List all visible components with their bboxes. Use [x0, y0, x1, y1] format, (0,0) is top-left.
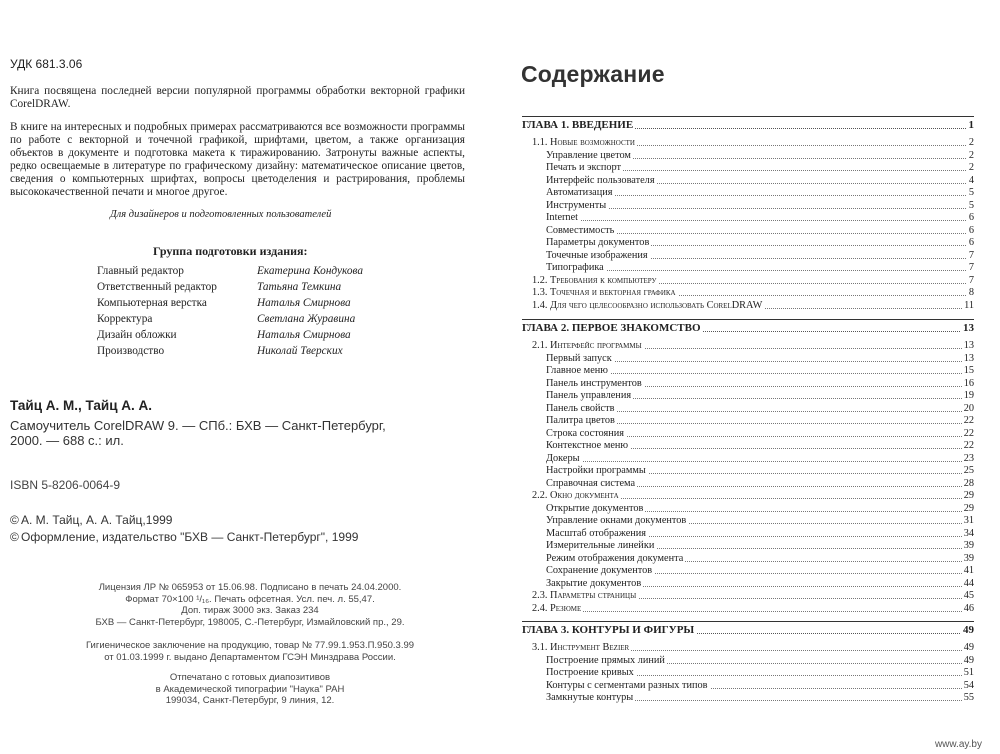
- entry-page-number: 2: [968, 137, 974, 148]
- entry-title: 2.4. Резюме: [532, 602, 582, 614]
- entry-page-number: 5: [968, 187, 974, 198]
- entry-page-number: 15: [963, 365, 974, 376]
- staff-name: Татьяна Темкина: [257, 281, 342, 293]
- subsection-entry[interactable]: [522, 503, 974, 516]
- entry-page-number: 11: [964, 299, 974, 311]
- entry-title: Контуры с сегментами разных типов: [546, 679, 708, 691]
- entry-title: Построение кривых: [546, 667, 634, 678]
- entry-title: Панель инструментов: [546, 377, 642, 389]
- contents-title: Содержание: [521, 61, 665, 87]
- entry-page-number: 39: [963, 552, 974, 564]
- entry-title: Сохранение документов: [546, 565, 653, 576]
- chapter-heading[interactable]: [522, 624, 974, 640]
- editorial-staff-list: [97, 265, 397, 361]
- entry-title: 2.3. Параметры страницы: [532, 590, 637, 601]
- entry-title: Internet: [546, 212, 579, 223]
- entry-title: Печать и экспорт: [546, 162, 621, 173]
- entry-title: Палитра цветов: [546, 415, 615, 426]
- section-entry[interactable]: [522, 590, 974, 603]
- entry-page-number: 55: [963, 692, 974, 703]
- chapter-title: ГЛАВА 1. ВВЕДЕНИЕ: [522, 119, 634, 131]
- udk-code: УДК 681.3.06: [10, 57, 83, 71]
- staff-role: Корректура: [97, 313, 153, 325]
- entry-title: 1.2. Требования к компьютеру: [532, 274, 657, 286]
- entry-title: Справочная система: [546, 477, 636, 489]
- imprint-hygiene: Гигиеническое заключение на продукцию, товар № 77.99.1.953.П.950.3.99 от 01.03.1999 г. выдано Департаментом ГСЭН Минздрава России.: [85, 640, 415, 663]
- entry-title: Управление окнами документов: [546, 515, 687, 526]
- subsection-entry[interactable]: [522, 428, 974, 441]
- subsection-entry[interactable]: [522, 465, 974, 478]
- entry-title: 1.1. Новые возможности: [532, 137, 635, 148]
- subsection-entry[interactable]: [522, 225, 974, 238]
- entry-page-number: 41: [963, 565, 974, 576]
- entry-page-number: 5: [968, 199, 974, 211]
- leader-dots: [532, 611, 974, 612]
- subsection-entry[interactable]: [522, 540, 974, 553]
- section-entry[interactable]: [522, 287, 974, 300]
- leader-dots: [546, 461, 974, 462]
- chapter-title: ГЛАВА 3. КОНТУРЫ И ФИГУРЫ: [522, 624, 695, 636]
- subsection-entry[interactable]: [522, 353, 974, 366]
- leader-dots: [546, 373, 974, 374]
- entry-page-number: 6: [968, 237, 974, 248]
- staff-name: Светлана Журавина: [257, 313, 356, 325]
- entry-page-number: 51: [963, 667, 974, 678]
- subsection-entry[interactable]: [522, 565, 974, 578]
- book-citation: Самоучитель CorelDRAW 9. — СПб.: БХВ — Санкт-Петербург, 2000. — 688 с.: ил.: [10, 418, 386, 448]
- staff-name: Наталья Смирнова: [257, 297, 351, 309]
- entry-page-number: 28: [963, 477, 974, 489]
- entry-title: 1.4. Для чего целесообразно использовать CorelDRAW: [532, 299, 763, 311]
- chapter-rule: [522, 621, 974, 622]
- staff-name: Николай Тверских: [257, 345, 343, 357]
- copyright-line: © Оформление, издательство "БХВ — Санкт-Петербург", 1999: [10, 530, 359, 544]
- imprint-printer: Отпечатано с готовых диапозитивов в Академической типографии "Наука" РАН 199034, Санкт-Петербург, 9 линия, 12.: [155, 672, 345, 706]
- book-authors: Тайц А. М., Тайц А. А.: [10, 398, 153, 413]
- staff-role: Компьютерная верстка: [97, 297, 207, 309]
- entry-page-number: 2: [968, 149, 974, 161]
- entry-title: Замкнутые контуры: [546, 692, 634, 703]
- staff-role: Производство: [97, 345, 165, 357]
- entry-title: 3.1. Инструмент Bezier: [532, 642, 630, 653]
- entry-page-number: 44: [963, 577, 974, 589]
- entry-page-number: 22: [963, 415, 974, 426]
- staff-role: Главный редактор: [97, 265, 184, 277]
- subsection-entry[interactable]: [522, 692, 974, 705]
- entry-title: 2.2. Окно документа: [532, 490, 619, 501]
- entry-title: Открытие документов: [546, 502, 644, 514]
- staff-row: [97, 281, 397, 297]
- entry-page-number: 8: [968, 287, 974, 298]
- entry-page-number: 49: [963, 642, 974, 653]
- entry-title: Инструменты: [546, 199, 607, 211]
- entry-page-number: 2: [968, 162, 974, 173]
- entry-title: Управление цветом: [546, 149, 631, 161]
- entry-page-number: 4: [968, 174, 974, 186]
- entry-title: Строка состояния: [546, 427, 625, 439]
- subsection-entry[interactable]: [522, 528, 974, 541]
- entry-title: Параметры документов: [546, 237, 650, 248]
- entry-page-number: 25: [963, 465, 974, 476]
- entry-page-number: 23: [963, 452, 974, 464]
- entry-page-number: 6: [968, 224, 974, 236]
- subsection-entry[interactable]: [522, 415, 974, 428]
- entry-title: Контекстное меню: [546, 440, 629, 451]
- chapter-heading[interactable]: [522, 119, 974, 135]
- entry-title: Масштаб отображения: [546, 527, 647, 539]
- contents-page: [500, 0, 1000, 754]
- entry-page-number: 29: [963, 490, 974, 501]
- chapter-page-number: 13: [963, 322, 974, 334]
- subsection-entry[interactable]: [522, 162, 974, 175]
- imprint-license: Лицензия ЛР № 065953 от 15.06.98. Подписано в печать 24.04.2000. Формат 70×100 ¹/₁₆. Печать офсетная. Усл. печ. л. 55,47. Доп. тираж 3000 экз. Заказ 234 БХВ — Санкт-Петербург, 198005, С.-Петербург, Измайловский пр., 29.: [95, 582, 405, 628]
- entry-title: Интерфейс пользователя: [546, 174, 655, 186]
- subsection-entry[interactable]: [522, 378, 974, 391]
- staff-row: [97, 297, 397, 313]
- chapter-rule: [522, 319, 974, 320]
- subsection-entry[interactable]: [522, 390, 974, 403]
- subsection-entry[interactable]: [522, 250, 974, 263]
- staff-row: [97, 345, 397, 361]
- staff-row: [97, 265, 397, 281]
- entry-title: Панель управления: [546, 390, 632, 401]
- entry-title: Панель свойств: [546, 402, 615, 414]
- staff-row: [97, 329, 397, 345]
- subsection-entry[interactable]: [522, 440, 974, 453]
- entry-title: Построение прямых линий: [546, 654, 665, 666]
- entry-page-number: 29: [963, 502, 974, 514]
- annotation-paragraph: В книге на интересных и подробных примерах рассматриваются все возможности программы по работе с векторной и точечной графикой, шрифтами, цветом, а также организация объектов в документе и подготовка макета к тиражированию. Затронуты важные аспекты, редко освещаемые в литературе по графическому дизайну: математическое описание цветов, сведения о компьютерных шрифтах, вопросы цветоделения и растрирования, проблемы высококачественной печати и многое другое.: [10, 121, 465, 198]
- subsection-entry[interactable]: [522, 515, 974, 528]
- subsection-entry[interactable]: [522, 200, 974, 213]
- audience-tagline: Для дизайнеров и подготовленных пользователей: [110, 209, 332, 220]
- section-entry[interactable]: [522, 642, 974, 655]
- staff-role: Дизайн обложки: [97, 329, 177, 341]
- subsection-entry[interactable]: [522, 478, 974, 491]
- entry-page-number: 16: [963, 377, 974, 389]
- subsection-entry[interactable]: [522, 680, 974, 693]
- subsection-entry[interactable]: [522, 262, 974, 275]
- isbn: ISBN 5-8206-0064-9: [10, 478, 121, 492]
- section-entry[interactable]: [522, 603, 974, 616]
- entry-title: Измерительные линейки: [546, 540, 655, 551]
- entry-page-number: 19: [963, 390, 974, 401]
- entry-page-number: 20: [963, 402, 974, 414]
- editorial-group-title: Группа подготовки издания:: [153, 244, 308, 258]
- chapter-page-number: 1: [968, 119, 974, 131]
- entry-page-number: 39: [963, 540, 974, 551]
- subsection-entry[interactable]: [522, 187, 974, 200]
- section-entry[interactable]: [522, 490, 974, 503]
- entry-page-number: 45: [963, 590, 974, 601]
- entry-title: Докеры: [546, 452, 580, 464]
- subsection-entry[interactable]: [522, 212, 974, 225]
- entry-title: Закрытие документов: [546, 577, 642, 589]
- leader-dots: [546, 220, 974, 221]
- chapter-entries: [522, 137, 974, 312]
- chapter-entries: [522, 340, 974, 615]
- subsection-entry[interactable]: [522, 365, 974, 378]
- annotation-paragraph: Книга посвящена последней версии популярной программы обработки векторной графики CorelDRAW.: [10, 85, 465, 110]
- entry-page-number: 7: [968, 274, 974, 286]
- chapter-title: ГЛАВА 2. ПЕРВОЕ ЗНАКОМСТВО: [522, 322, 701, 334]
- entry-page-number: 54: [963, 679, 974, 691]
- section-entry[interactable]: [522, 340, 974, 353]
- entry-page-number: 7: [968, 249, 974, 261]
- chapter-heading[interactable]: [522, 322, 974, 338]
- entry-page-number: 34: [963, 527, 974, 539]
- staff-name: Екатерина Кондукова: [257, 265, 363, 277]
- chapter-entries: [522, 642, 974, 705]
- entry-page-number: 13: [963, 340, 974, 351]
- leader-dots: [546, 208, 974, 209]
- entry-title: Автоматизация: [546, 187, 613, 198]
- subsection-entry[interactable]: [522, 150, 974, 163]
- copyright-icon: ©: [10, 530, 19, 544]
- subsection-entry[interactable]: [522, 578, 974, 591]
- subsection-entry[interactable]: [522, 553, 974, 566]
- subsection-entry[interactable]: [522, 655, 974, 668]
- entry-page-number: 22: [963, 427, 974, 439]
- entry-title: 1.3. Точечная и векторная графика: [532, 287, 676, 298]
- entry-page-number: 13: [963, 352, 974, 364]
- section-entry[interactable]: [522, 137, 974, 150]
- staff-row: [97, 313, 397, 329]
- subsection-entry[interactable]: [522, 237, 974, 250]
- subsection-entry[interactable]: [522, 175, 974, 188]
- entry-page-number: 7: [968, 262, 974, 273]
- entry-title: Точечные изображения: [546, 249, 648, 261]
- entry-page-number: 6: [968, 212, 974, 223]
- chapter-page-number: 49: [963, 624, 974, 636]
- entry-title: Режим отображения документа: [546, 552, 684, 564]
- entry-title: Настройки программы: [546, 465, 646, 476]
- subsection-entry[interactable]: [522, 667, 974, 680]
- copyright-line: © А. М. Тайц, А. А. Тайц,1999: [10, 513, 173, 527]
- entry-title: Совместимость: [546, 224, 615, 236]
- entry-page-number: 49: [963, 654, 974, 666]
- chapter-rule: [522, 116, 974, 117]
- entry-page-number: 22: [963, 440, 974, 451]
- entry-title: 2.1. Интерфейс программы: [532, 340, 642, 351]
- watermark: www.ay.by: [934, 739, 982, 750]
- copyright-icon: ©: [10, 513, 19, 527]
- section-entry[interactable]: [522, 275, 974, 288]
- entry-page-number: 31: [963, 515, 974, 526]
- subsection-entry[interactable]: [522, 403, 974, 416]
- entry-title: Первый запуск: [546, 352, 612, 364]
- staff-name: Наталья Смирнова: [257, 329, 351, 341]
- entry-page-number: 46: [963, 602, 974, 614]
- section-entry[interactable]: [522, 300, 974, 313]
- entry-title: Типографика: [546, 262, 604, 273]
- staff-role: Ответственный редактор: [97, 281, 217, 293]
- subsection-entry[interactable]: [522, 453, 974, 466]
- entry-title: Главное меню: [546, 365, 608, 376]
- leader-dots: [546, 270, 974, 271]
